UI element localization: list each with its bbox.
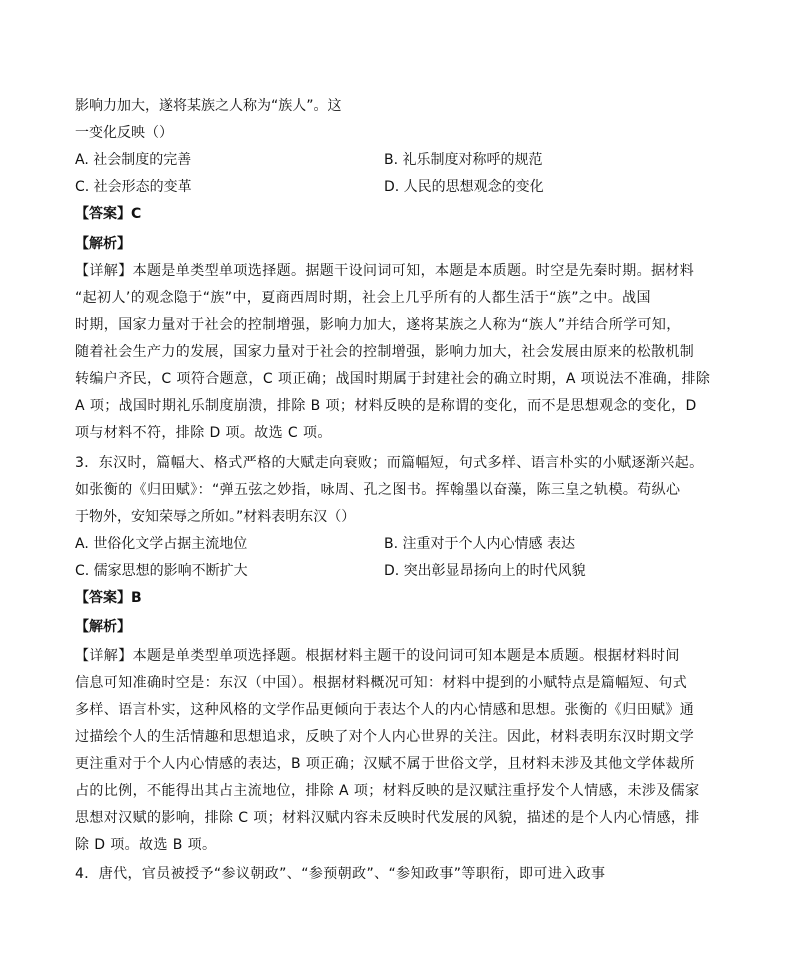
q3-detail-line-6: 占的比例，不能得出其占主流地位，排除 A 项；材料反映的是汉赋注重抒发个人情感，未涉及儒家 [75,783,700,799]
q4-stem-line-1: 4．唐代，官员被授予“参议朝政”、“参预朝政”、“参知政事”等职衔，即可进入政事 [75,866,606,882]
q2-answer: 【答案】C [75,206,142,222]
q3-option-b: B. 注重对于个人内心情感 表达 [384,536,575,552]
q3-stem-line-1: 3．东汉时，篇幅大、格式严格的大赋走向衰败；而篇幅短，句式多样、语言朴实的小赋逐渐兴起。 [75,455,704,471]
q3-option-a: A. 世俗化文学占据主流地位 [75,536,248,552]
q2-analysis-label: 【解析】 [75,236,131,252]
q2-stem-line-2: 一变化反映（） [75,125,173,141]
q3-option-d: D. 突出彰显昂扬向上的时代风貌 [384,563,586,579]
q2-detail-line-1: 【详解】本题是单类型单项选择题。据题干设问词可知，本题是本质题。时空是先秦时期。据材料 [75,263,695,279]
q3-analysis-label: 【解析】 [75,619,131,635]
q2-detail-line-7: 项与材料不符，排除 D 项。故选 C 项。 [75,425,332,441]
q3-detail-line-5: 更注重对于个人内心情感的表达，B 项正确；汉赋不属于世俗文学，且材料未涉及其他文学体裁所 [75,756,695,772]
q3-detail-line-7: 思想对汉赋的影响，排除 C 项；材料汉赋内容未反映时代发展的风貌，描述的是个人内心情感，排 [75,810,700,826]
q3-stem-line-2: 如张衡的《归田赋》：“弹五弦之妙指，咏周、孔之图书。挥翰墨以奋藻，陈三皇之轨模。苟纵心 [75,482,681,498]
q3-detail-line-2: 信息可知准确时空是：东汉（中国）。根据材料概况可知：材料中提到的小赋特点是篇幅短、句式 [75,675,688,691]
q2-detail-line-2: “起初人’的观念隐于“族”中，夏商西周时期，社会上几乎所有的人都生活于“族”之中。战国 [75,290,651,306]
q3-detail-line-1: 【详解】本题是单类型单项选择题。根据材料主题干的设问词可知本题是本质题。根据材料时间 [75,648,680,664]
q2-option-c: C. 社会形态的变革 [75,179,192,195]
q3-stem-line-3: 于物外，安知荣辱之所如。”材料表明东汉（） [75,509,356,525]
q3-detail-line-3: 多样、语言朴实，这种风格的文学作品更倾向于表达个人的内心情感和思想。张衡的《归田赋》通 [75,702,695,718]
q3-option-c: C. 儒家思想的影响不断扩大 [75,563,248,579]
q2-option-b: B. 礼乐制度对称呼的规范 [384,152,543,168]
q3-detail-line-4: 过描绘个人的生活情趣和思想追求，反映了对个人内心世界的关注。因此，材料表明东汉时期文学 [75,729,695,745]
q2-detail-line-4: 随着社会生产力的发展，国家力量对于社会的控制增强，影响力加大，社会发展由原来的松散机制 [75,344,695,360]
q2-option-d: D. 人民的思想观念的变化 [384,179,544,195]
q3-detail-line-8: 除 D 项。故选 B 项。 [75,837,217,853]
q2-detail-line-6: A 项；战国时期礼乐制度崩溃，排除 B 项；材料反映的是称谓的变化，而不是思想观念的变化，D [75,398,697,414]
q2-option-a: A. 社会制度的完善 [75,152,192,168]
q2-stem-line-1: 影响力加大，遂将某族之人称为“族人”。这 [75,98,342,114]
q2-detail-line-5: 转编户齐民，C 项符合题意，C 项正确；战国时期属于封建社会的确立时期，A 项说法不准确，排除 [75,371,711,387]
q3-answer: 【答案】B [75,590,142,606]
q2-detail-line-3: 时期，国家力量对于社会的控制增强，影响力加大，遂将某族之人称为“族人”并结合所学可知， [75,317,681,333]
